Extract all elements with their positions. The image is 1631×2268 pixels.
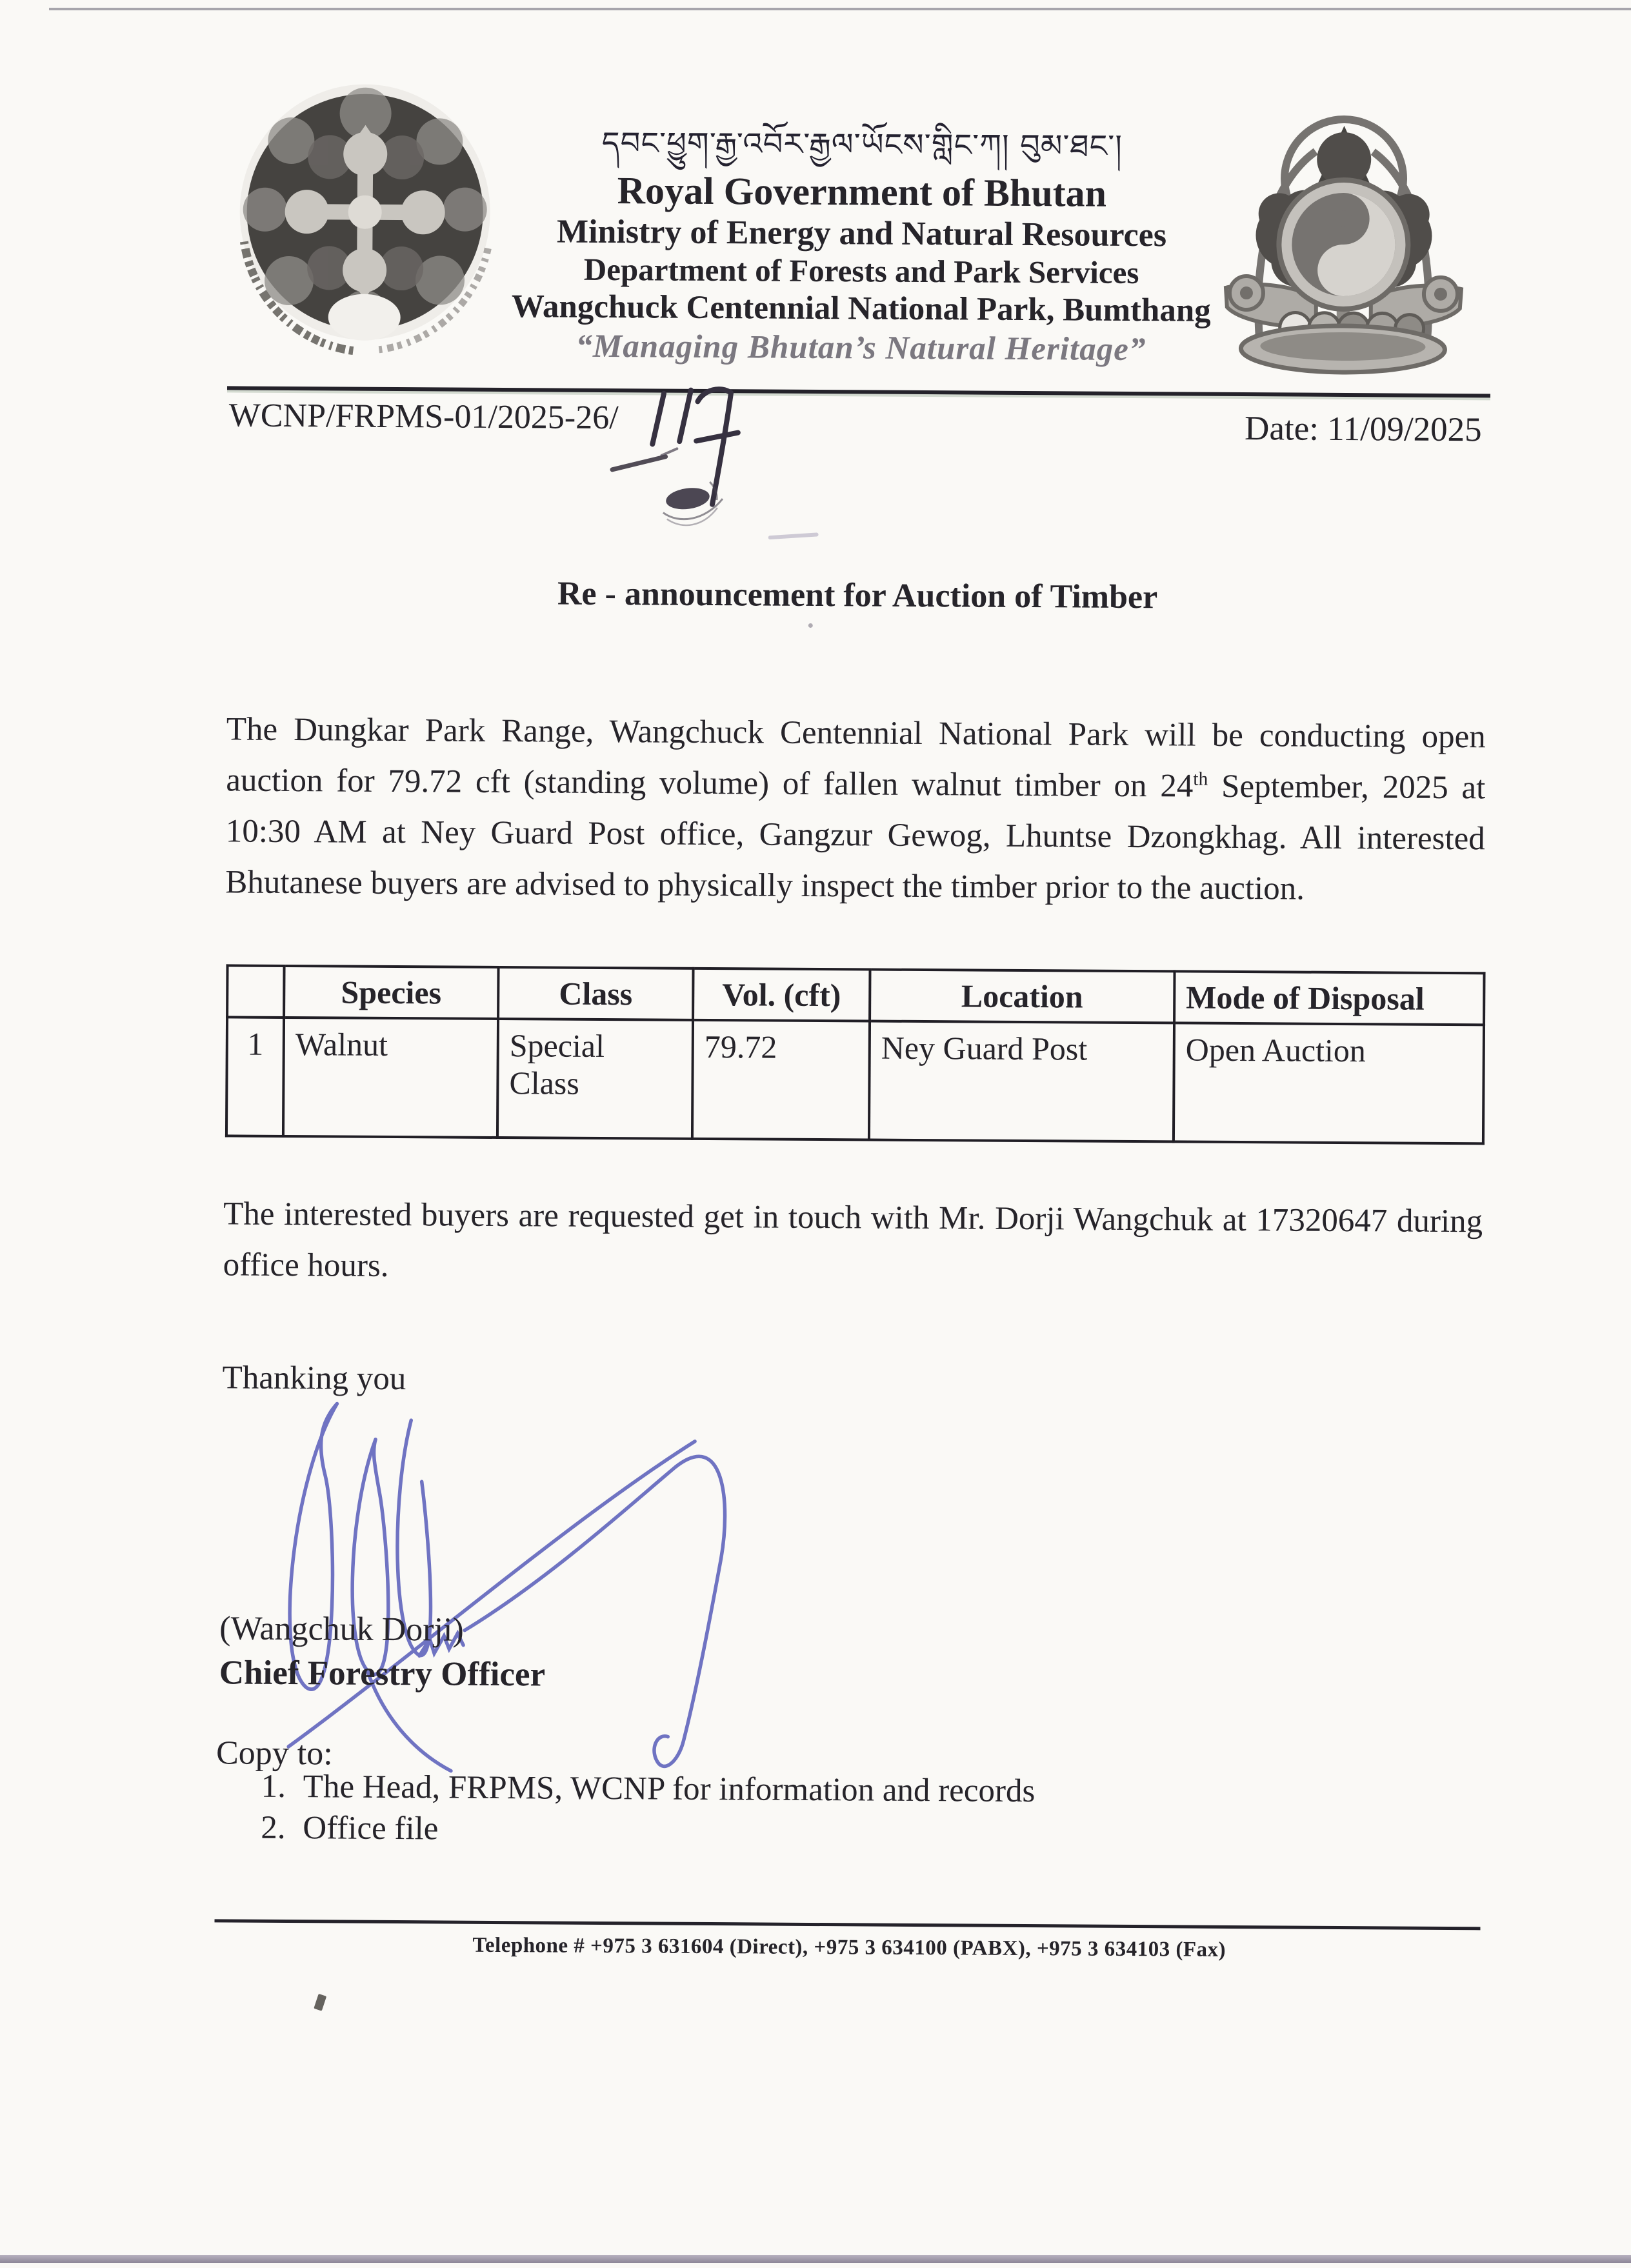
column-header-volume: Vol. (cft) bbox=[693, 968, 870, 1021]
column-header-class: Class bbox=[498, 967, 693, 1020]
column-header-serial bbox=[227, 965, 284, 1018]
letterhead bbox=[456, 118, 1266, 371]
dzongkha-title: དབང་ཕྱུག་རྒྱ་འབོར་རྒྱལ་ཡོངས་གླིང་ཀ། བུམ་ཐང་། bbox=[601, 125, 1123, 165]
paper-speck bbox=[314, 1994, 326, 2011]
signature-scribble bbox=[270, 1378, 763, 1787]
department-name: Department of Forests and Park Services bbox=[583, 251, 1139, 291]
header-rule bbox=[227, 386, 1490, 397]
cell-volume: 79.72 bbox=[692, 1020, 870, 1140]
cell-mode: Open Auction bbox=[1174, 1023, 1484, 1143]
subject-title: Re - announcement for Auction of Timber bbox=[557, 575, 1158, 616]
telephone-line: Telephone # +975 3 631604 (Direct), +975 3 634100 (PABX), +975 3 634103 (Fax) bbox=[472, 1933, 1226, 1962]
auction-paragraph-text: The Dungkar Park Range, Wangchuck Centennial National Park will be conducting open auction for 79.72 cft (standing volume) of fallen walnut timber on 24 bbox=[226, 711, 1486, 805]
copy-to-label: Copy to: bbox=[215, 1734, 333, 1772]
table-row bbox=[226, 1017, 1484, 1143]
ink-smudge bbox=[768, 532, 819, 539]
copy-to-list bbox=[254, 1766, 1035, 1853]
footer-rule bbox=[214, 1919, 1480, 1930]
office-name: Wangchuck Centennial National Park, Bumthang bbox=[511, 288, 1211, 329]
cell-location: Ney Guard Post bbox=[869, 1021, 1174, 1142]
closing-thanks: Thanking you bbox=[222, 1360, 406, 1398]
column-header-species: Species bbox=[284, 966, 498, 1019]
contact-paragraph: The interested buyers are requested get in touch with Mr. Dorji Wangchuk at 17320647 during office hours. bbox=[223, 1196, 1483, 1284]
table-header-row bbox=[227, 965, 1484, 1025]
government-name: Royal Government of Bhutan bbox=[617, 169, 1107, 215]
paper-speck bbox=[808, 623, 813, 628]
motto-text: “Managing Bhutan’s Natural Heritage” bbox=[575, 328, 1146, 368]
column-header-location: Location bbox=[870, 970, 1174, 1023]
signatory-designation: Chief Forestry Officer bbox=[219, 1654, 546, 1694]
reference-number: WCNP/FRPMS-01/2025-26/ bbox=[228, 397, 619, 437]
ministry-name: Ministry of Energy and Natural Resources bbox=[556, 213, 1167, 254]
ordinal-superscript: th bbox=[1193, 768, 1208, 790]
column-header-mode: Mode of Disposal bbox=[1174, 971, 1484, 1025]
copy-to-item: 1. The Head, FRPMS, WCNP for information and records bbox=[294, 1766, 1036, 1812]
signatory-name: (Wangchuk Dorji) bbox=[219, 1610, 464, 1649]
ink-smudge bbox=[650, 467, 735, 536]
auction-paragraph bbox=[225, 704, 1486, 916]
timber-lot-table bbox=[225, 964, 1486, 1145]
cell-class: Special Class bbox=[497, 1019, 693, 1139]
date-label: Date: bbox=[1244, 410, 1319, 448]
date-line bbox=[1245, 409, 1482, 449]
copy-to-item: 2. Office file bbox=[294, 1807, 1035, 1853]
auction-paragraph-text: September, 2025 at 10:30 AM at Ney Guard Post office, Gangzur Gewog, Lhuntse Dzongkhag. All interested Bhutanese buyers are advised to physically inspect the timber prior to the auction. bbox=[225, 768, 1486, 907]
cell-species: Walnut bbox=[283, 1018, 498, 1138]
date-value: 11/09/2025 bbox=[1327, 410, 1482, 449]
cell-serial: 1 bbox=[226, 1017, 284, 1136]
